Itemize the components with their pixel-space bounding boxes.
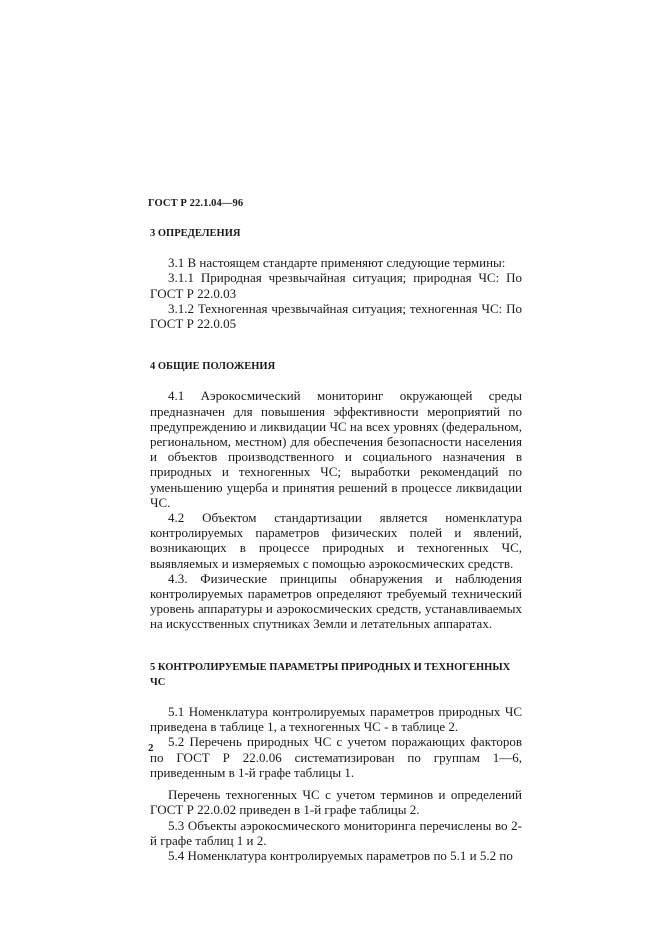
paragraph-3-1-2: 3.1.2 Техногенная чрезвычайная ситуация; техногенная ЧС: По ГОСТ Р 22.0.05 (150, 300, 522, 332)
paragraph-5-4: 5.4 Номенклатура контролируемых параметров по 5.1 и 5.2 по (168, 847, 513, 863)
page-number: 2 (148, 742, 154, 754)
paragraph-4-3: 4.3. Физические принципы обнаружения и наблюдения контролируемых параметров определяют требуемый технический уровень аппаратуры и аэрокосмических средств, устанавливаемых на искусственных спутниках Земли и летательных аппаратах. (150, 570, 522, 632)
paragraph-5-2: 5.2 Перечень природных ЧС с учетом поражающих факторов по ГОСТ Р 22.0.06 систематизирован по группам 1—6, приведенным в 1-й графе таблицы 1. (150, 734, 522, 780)
paragraph-5-2-cont: Перечень техногенных ЧС с учетом терминов и определений ГОСТ Р 22.0.02 приведен в 1-й графе таблицы 2. (150, 787, 522, 818)
paragraph-5-3: 5.3 Объекты аэрокосмического мониторинга перечислены во 2-й графе таблиц 1 и 2. (150, 817, 522, 848)
section-3-title: 3 ОПРЕДЕЛЕНИЯ (150, 228, 241, 239)
paragraph-5-1: 5.1 Номенклатура контролируемых параметров природных ЧС приведена в таблице 1, а техногенных ЧС - в таблице 2. (150, 704, 522, 735)
paragraph-4-2: 4.2 Объектом стандартизации является номенклатура контролируемых параметров физических полей и явлений, возникающих в процессе природных и техногенных ЧС, выявляемых и измеряемых с помощью аэрокосмических средств. (150, 510, 522, 571)
paragraph-3-1-1: 3.1.1 Природная чрезвычайная ситуация; природная ЧС: По ГОСТ Р 22.0.03 (150, 270, 522, 301)
document-header: ГОСТ Р 22.1.04—96 (148, 198, 244, 209)
document-body (150, 226, 522, 863)
paragraph-4-1: 4.1 Аэрокосмический мониторинг окружающей среды предназначен для повышения эффективности мероприятий по предупреждению и ликвидации ЧС на всех уровнях (федеральном, региональном, местном) для обеспечения безопасности населения и объектов производственного и социального назначения в природных и техногенных ЧС; выработки рекомендаций по уменьшению ущерба и принятия решений в процессе ликвидации ЧС. (150, 388, 522, 510)
section-5-title: 5 КОНТРОЛИРУЕМЫЕ ПАРАМЕТРЫ ПРИРОДНЫХ И ТЕХНОГЕННЫХ ЧС (150, 661, 511, 688)
paragraph-3-1: 3.1 В настоящем стандарте применяют следующие термины: (168, 255, 506, 271)
section-4-title: 4 ОБЩИЕ ПОЛОЖЕНИЯ (150, 361, 276, 373)
